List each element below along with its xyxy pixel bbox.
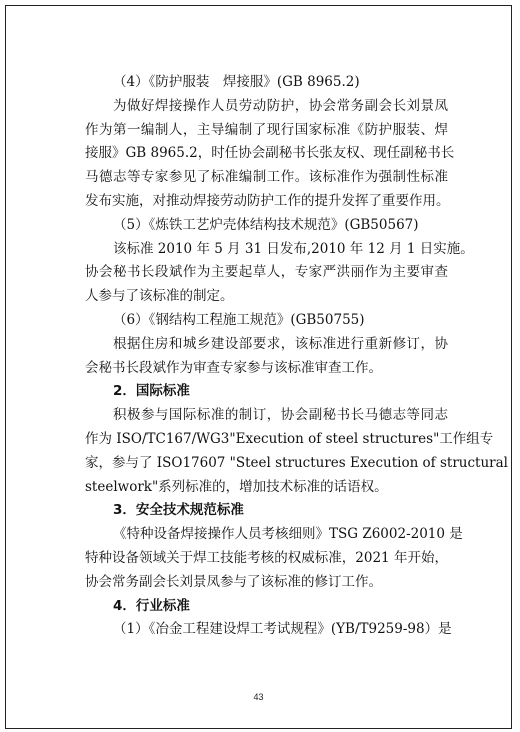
document-page <box>5 5 512 729</box>
text-line: 马德志等专家参见了标准编制工作。该标准作为强制性标准 <box>85 169 448 186</box>
section-heading <box>85 380 448 404</box>
text-line: 3．安全技术规范标准 <box>113 502 244 519</box>
text-line: 积极参与国际标准的制订，协会副秘书长马德志等同志 <box>113 407 448 424</box>
text-line: steelwork"系列标准的，增加技术标准的话语权。 <box>85 478 388 495</box>
paragraph <box>85 238 474 309</box>
text-line: 发布实施，对推动焊接劳动防护工作的提升发挥了重要作用。 <box>85 192 450 209</box>
text-line: 根据住房和城乡建设部要求，该标准进行重新修订，协 <box>113 335 448 352</box>
standard-item <box>85 214 448 238</box>
standard-item <box>85 71 448 95</box>
section-heading <box>85 595 448 619</box>
text-line: 该标准 2010 年 5 月 31 日发布,2010 年 12 月 1 日实施。 <box>113 240 474 257</box>
text-line: 4．行业标准 <box>113 597 190 614</box>
text-line: 协会秘书长段斌作为主要起草人，专家严洪丽作为主要审查 <box>85 264 448 281</box>
text-line: （4）《防护服装 焊接服》(GB 8965.2) <box>113 74 360 90</box>
paragraph <box>85 618 452 642</box>
paragraph <box>85 404 508 499</box>
text-line: 作为 ISO/TC167/WG3"Execution of steel structures"工作组专 <box>85 430 494 447</box>
paragraph <box>85 333 448 381</box>
text-line: 为做好焊接操作人员劳动防护，协会常务副会长刘景凤 <box>113 97 448 114</box>
page-content <box>85 71 508 642</box>
standard-item <box>85 309 448 333</box>
section-heading <box>85 499 448 523</box>
paragraph <box>85 523 463 594</box>
text-line: 2．国际标准 <box>113 383 190 400</box>
paragraph <box>85 95 455 214</box>
text-line: （5）《炼铁工艺炉壳体结构技术规范》(GB50567) <box>113 216 419 233</box>
text-line: 作为第一编制人，主导编制了现行国家标准《防护服装、焊 <box>85 121 448 138</box>
text-line: 《特种设备焊接操作人员考核细则》TSG Z6002-2010 是 <box>113 526 463 543</box>
text-line: 人参与了该标准的制定。 <box>85 288 234 305</box>
page-number: 43 <box>253 692 264 702</box>
text-line: 会秘书长段斌作为审查专家参与该标准审查工作。 <box>85 359 382 376</box>
text-line: （6）《钢结构工程施工规范》(GB50755) <box>113 311 365 328</box>
text-line: 协会常务副会长刘景凤参与了该标准的修订工作。 <box>85 573 382 590</box>
text-line: 接服》GB 8965.2，时任协会副秘书长张友权、现任副秘书长 <box>85 145 455 162</box>
text-line: 家，参与了 ISO17607 "Steel structures Execution of structural <box>85 454 508 471</box>
text-line: 特种设备领域关于焊工技能考核的权威标准，2021 年开始， <box>85 549 448 566</box>
text-line: （1）《冶金工程建设焊工考试规程》(YB/T9259-98）是 <box>113 621 452 638</box>
